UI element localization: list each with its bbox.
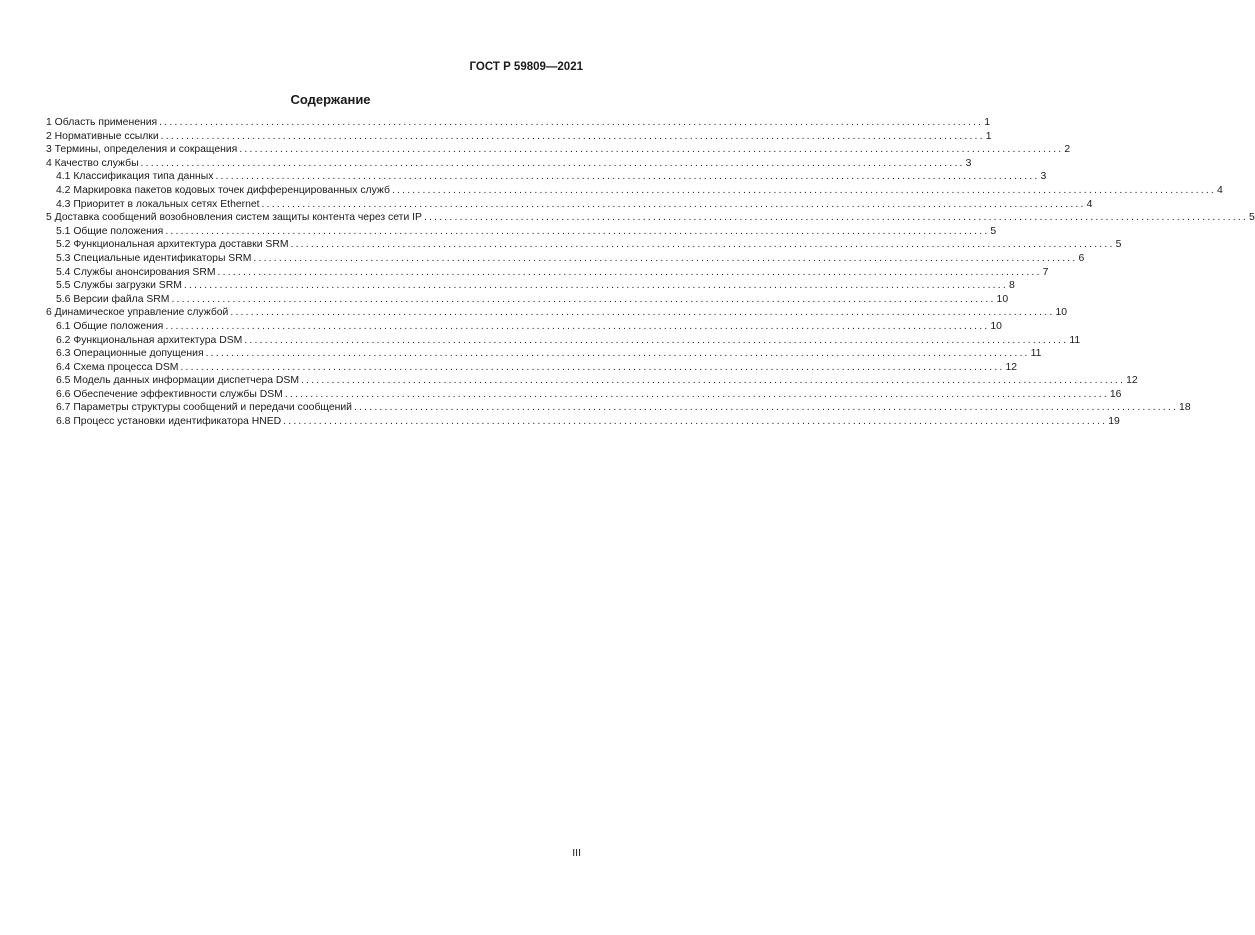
- toc-leader-dots: ..................................................................................................................................................................: [215, 171, 1040, 183]
- toc-entry[interactable]: [46, 252, 1085, 266]
- toc-entry-page: 2: [1064, 144, 1071, 156]
- toc-entry-page: 8: [1008, 280, 1015, 292]
- toc-entry[interactable]: [46, 266, 1049, 280]
- toc-entry-page: 10: [996, 293, 1009, 305]
- toc-leader-dots: ..................................................................................................................................................................: [180, 361, 1005, 373]
- toc-entry-label: 5.2 Функциональная архитектура доставки SRM: [56, 239, 289, 251]
- toc-entry-label: 6.4 Схема процесса DSM: [56, 361, 179, 373]
- toc-leader-dots: ..................................................................................................................................................................: [353, 402, 1179, 414]
- toc-leader-dots: ..................................................................................................................................................................: [165, 320, 990, 332]
- toc-entry[interactable]: [46, 238, 1122, 252]
- toc-entry[interactable]: [46, 157, 972, 171]
- toc-entry-page: 12: [1005, 361, 1018, 373]
- toc-entry[interactable]: [46, 279, 1015, 293]
- table-of-contents: [46, 116, 1255, 429]
- toc-entry-label: 6.6 Обеспечение эффективности службы DSM: [56, 388, 283, 400]
- standard-code: ГОСТ Р 59809—2021: [469, 61, 583, 73]
- toc-entry-page: 1: [984, 117, 991, 128]
- toc-leader-dots: ..................................................................................................................................................................: [244, 334, 1069, 346]
- toc-leader-dots: ..................................................................................................................................................................: [423, 212, 1249, 224]
- toc-entry-label: 4.1 Классификация типа данных: [56, 171, 214, 183]
- toc-leader-dots: ..................................................................................................................................................................: [140, 157, 965, 169]
- toc-leader-dots: ..................................................................................................................................................................: [205, 348, 1030, 360]
- toc-entry[interactable]: [46, 347, 1042, 361]
- toc-entry-label: 4.2 Маркировка пакетов кодовых точек дифференцированных служб: [56, 184, 390, 196]
- toc-entry-page: 5: [990, 225, 997, 237]
- toc-entry[interactable]: [46, 130, 992, 144]
- toc-entry-page: 12: [1126, 375, 1138, 387]
- toc-entry[interactable]: [46, 320, 1002, 334]
- toc-entry[interactable]: [46, 116, 991, 130]
- toc-entry[interactable]: [46, 401, 1191, 415]
- toc-leader-dots: ..................................................................................................................................................................: [183, 280, 1008, 292]
- toc-entry-page: 5: [1249, 212, 1255, 224]
- page-number: III: [572, 847, 581, 859]
- toc-entry-page: 19: [1108, 416, 1120, 428]
- toc-entry-page: 6: [1078, 252, 1085, 264]
- toc-leader-dots: ..................................................................................................................................................................: [217, 266, 1042, 278]
- toc-entry-page: 11: [1030, 348, 1042, 360]
- toc-entry[interactable]: [46, 334, 1081, 348]
- toc-leader-dots: ..................................................................................................................................................................: [160, 130, 985, 142]
- toc-entry[interactable]: [46, 184, 1223, 198]
- toc-entry-label: 6.3 Операционные допущения: [56, 348, 204, 360]
- toc-entry-label: 5.1 Общие положения: [56, 225, 164, 237]
- toc-entry[interactable]: [46, 388, 1122, 402]
- toc-entry-label: 5 Доставка сообщений возобновления систем защиты контента через сети IP: [46, 212, 422, 224]
- toc-leader-dots: ..................................................................................................................................................................: [284, 388, 1109, 400]
- toc-entry[interactable]: [46, 306, 1067, 320]
- toc-entry-label: 6.7 Параметры структуры сообщений и передачи сообщений: [56, 402, 352, 414]
- toc-entry-label: 6.2 Функциональная архитектура DSM: [56, 334, 243, 346]
- toc-entry-page: 1: [985, 130, 992, 142]
- toc-entry-page: 10: [1055, 307, 1067, 319]
- toc-leader-dots: ..................................................................................................................................................................: [159, 117, 984, 128]
- toc-entry-label: 5.5 Службы загрузки SRM: [56, 280, 182, 292]
- toc-entry[interactable]: [46, 293, 1009, 307]
- toc-leader-dots: ..................................................................................................................................................................: [290, 239, 1115, 251]
- toc-entry-page: 10: [990, 320, 1002, 332]
- toc-leader-dots: ..................................................................................................................................................................: [301, 375, 1126, 387]
- toc-entry[interactable]: [46, 198, 1093, 212]
- toc-entry-label: 4.3 Приоритет в локальных сетях Ethernet: [56, 198, 260, 210]
- toc-entry-label: 4 Качество службы: [46, 157, 139, 169]
- toc-entry-page: 4: [1086, 198, 1093, 210]
- toc-leader-dots: ..................................................................................................................................................................: [239, 144, 1064, 156]
- toc-leader-dots: ..................................................................................................................................................................: [230, 307, 1055, 319]
- toc-entry-label: 6 Динамическое управление службой: [46, 307, 229, 319]
- toc-entry-page: 3: [1040, 171, 1047, 183]
- toc-entry-label: 5.4 Службы анонсирования SRM: [56, 266, 216, 278]
- toc-title: Содержание: [290, 92, 371, 107]
- toc-entry-label: 5.3 Специальные идентификаторы SRM: [56, 252, 252, 264]
- toc-entry[interactable]: [46, 170, 1047, 184]
- toc-entry-label: 3 Термины, определения и сокращения: [46, 144, 238, 156]
- toc-entry-label: 6.8 Процесс установки идентификатора HNED: [56, 416, 282, 428]
- toc-entry-label: 5.6 Версии файла SRM: [56, 293, 170, 305]
- toc-entry-page: 7: [1042, 266, 1049, 278]
- toc-entry[interactable]: [46, 211, 1255, 225]
- toc-entry-label: 1 Область применения: [46, 117, 158, 128]
- toc-leader-dots: ..................................................................................................................................................................: [171, 293, 996, 305]
- toc-leader-dots: ..................................................................................................................................................................: [165, 225, 990, 237]
- toc-entry-page: 18: [1179, 402, 1191, 414]
- toc-entry[interactable]: [46, 143, 1071, 157]
- toc-entry-page: 4: [1217, 184, 1223, 196]
- toc-entry-page: 16: [1109, 388, 1122, 400]
- toc-entry-label: 6.1 Общие положения: [56, 320, 164, 332]
- toc-entry-page: 5: [1115, 239, 1122, 251]
- toc-entry-page: 11: [1069, 334, 1081, 346]
- toc-entry[interactable]: [46, 415, 1120, 429]
- toc-entry-label: 6.5 Модель данных информации диспетчера DSM: [56, 375, 300, 387]
- toc-leader-dots: ..................................................................................................................................................................: [261, 198, 1086, 210]
- toc-entry[interactable]: [46, 225, 997, 239]
- toc-entry[interactable]: [46, 374, 1138, 388]
- toc-entry-page: 3: [965, 157, 972, 169]
- toc-leader-dots: ..................................................................................................................................................................: [283, 416, 1108, 428]
- toc-entry-label: 2 Нормативные ссылки: [46, 130, 159, 142]
- toc-leader-dots: ..................................................................................................................................................................: [253, 252, 1078, 264]
- toc-entry[interactable]: [46, 361, 1018, 375]
- toc-leader-dots: ..................................................................................................................................................................: [391, 184, 1217, 196]
